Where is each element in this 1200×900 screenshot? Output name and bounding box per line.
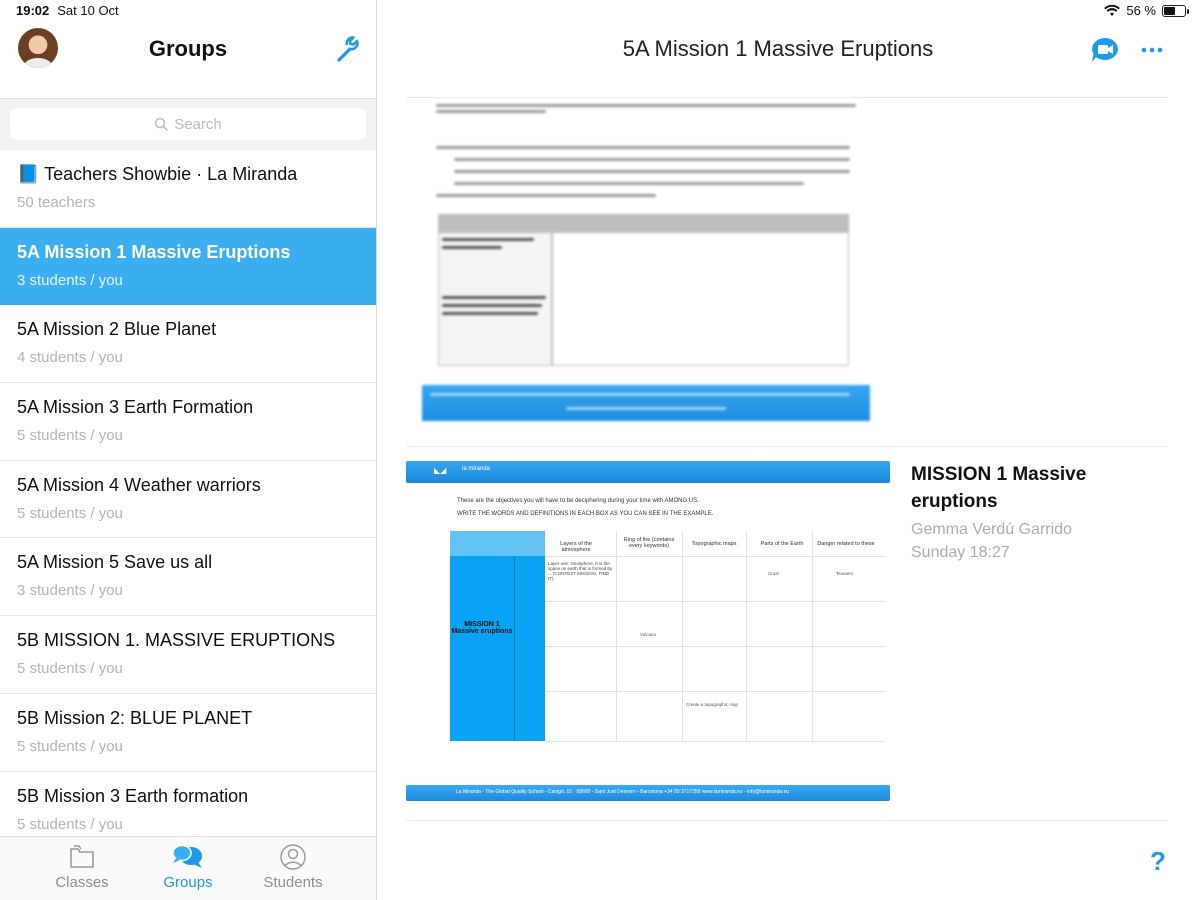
- group-item[interactable]: [0, 383, 376, 461]
- search-placeholder: Search: [174, 115, 222, 133]
- doc2-grid-line: [545, 741, 885, 742]
- doc2-left-column: [450, 556, 545, 741]
- doc2-footer: [406, 785, 890, 801]
- folder-icon: [66, 843, 98, 871]
- group-name: 5A Mission 2 Blue Planet: [17, 319, 217, 340]
- group-name: 5B Mission 2: BLUE PLANET: [17, 707, 253, 728]
- doc1-line: [442, 296, 546, 299]
- doc1-line: [454, 170, 850, 173]
- group-subtitle: 50 teachers: [17, 194, 96, 211]
- main-header: [378, 22, 1200, 76]
- group-subtitle: 4 students / you: [17, 349, 123, 367]
- tab-classes-label: Classes: [55, 874, 109, 891]
- group-item[interactable]: [0, 538, 376, 616]
- doc2-title[interactable]: MISSION 1 Massive eruptions: [911, 464, 1087, 512]
- doc2-col-4: Parts of the Earth: [760, 541, 804, 547]
- doc2-date: Sunday 18:27: [911, 544, 1010, 561]
- group-item[interactable]: [0, 150, 376, 228]
- group-name: 5A Mission 1 Massive Eruptions: [17, 241, 291, 262]
- doc2-left-divider: [514, 556, 515, 741]
- group-list: [0, 150, 376, 836]
- doc2-cell-topo: Create a topographic map: [686, 702, 739, 707]
- doc2-grid-line: [545, 556, 885, 557]
- document-preview-2[interactable]: [406, 461, 890, 803]
- group-item[interactable]: [0, 461, 376, 539]
- doc2-line2: WRITE THE WORDS AND DEFINITIONS IN EACH BOX AS YOU CAN SEE IN THE EXAMPLE.: [457, 511, 714, 517]
- wrench-icon[interactable]: [330, 34, 362, 66]
- doc2-footer-text: La Miranda - The Global Quality School - Canigó, 15 · 08680 - Sant Just Desvern - Barcelona +34 93 3717358 www.lamiranda.eu - info@lamiranda.eu: [456, 789, 790, 795]
- group-item[interactable]: [0, 305, 376, 383]
- doc2-author: Gemma Verdú Garrido: [911, 521, 1072, 538]
- search-bar: [0, 98, 376, 150]
- doc2-cell-crust: Crust: [768, 571, 779, 576]
- doc1-line: [442, 246, 502, 249]
- doc1-line: [566, 407, 726, 410]
- group-subtitle: 5 students / you: [17, 504, 123, 522]
- group-name: 5B Mission 3 Earth formation: [17, 785, 249, 806]
- doc2-grid-line: [682, 531, 683, 741]
- tab-classes[interactable]: [27, 843, 137, 891]
- doc1-table-header: [438, 214, 849, 232]
- doc2-col-2: Ring of fire (contains every keywords): [623, 537, 675, 549]
- doc2-col-3: Topographic maps: [691, 541, 737, 547]
- tab-groups-label: Groups: [163, 874, 213, 891]
- doc2-mission-label: MISSION 1 Massive eruptions: [451, 621, 513, 635]
- group-item[interactable]: [0, 616, 376, 694]
- doc1-table-cell: [552, 232, 849, 366]
- group-name: 5A Mission 5 Save us all: [17, 552, 213, 573]
- sidebar-title: Groups: [148, 36, 228, 61]
- doc1-footer: [422, 385, 870, 421]
- doc1-line: [430, 393, 850, 396]
- doc1-line: [436, 194, 656, 197]
- doc1-line: [442, 238, 534, 241]
- sidebar-header: [0, 22, 376, 98]
- doc2-cell-tsunami: Tsunami: [836, 571, 853, 576]
- search-icon: [154, 117, 168, 131]
- group-subtitle: 3 students / you: [17, 271, 123, 289]
- doc2-info: [911, 461, 1171, 562]
- doc2-cell-volcano: Volcano: [640, 632, 657, 637]
- battery-fill: [1164, 7, 1175, 15]
- doc2-grid-line: [545, 646, 885, 647]
- group-subtitle: 5 students / you: [17, 660, 123, 678]
- tab-bar: [0, 836, 376, 900]
- group-name: 5A Mission 4 Weather warriors: [17, 474, 261, 495]
- group-item[interactable]: [0, 772, 376, 837]
- doc2-left-head: [450, 531, 545, 556]
- doc2-example-cell: Layer one: Geosphere. It is the space on earth that is formed by ... (CONTEXT MISSING, FIND IT): [548, 561, 613, 581]
- video-icon[interactable]: [1090, 37, 1120, 63]
- group-subtitle: 3 students / you: [17, 582, 123, 600]
- doc2-col-5: Danger related to these: [817, 541, 875, 547]
- doc1-table-col: [438, 232, 552, 366]
- doc2-logo: la miranda: [462, 466, 491, 472]
- doc2-grid-line: [545, 691, 885, 692]
- group-item[interactable]: [0, 228, 376, 306]
- group-subtitle: 5 students / you: [17, 815, 123, 833]
- doc2-grid-line: [746, 531, 747, 741]
- person-icon: [277, 843, 309, 871]
- group-subtitle: 5 students / you: [17, 737, 123, 755]
- status-right: [1104, 3, 1186, 18]
- status-date: Sat 10 Oct: [57, 3, 119, 18]
- doc2-header-band: [406, 461, 890, 483]
- chat-bubbles-icon: [171, 843, 205, 871]
- document-preview-1[interactable]: [406, 98, 870, 424]
- search-input[interactable]: [10, 108, 366, 140]
- status-time-value: 19:02: [16, 3, 50, 18]
- doc1-line: [436, 104, 856, 107]
- bottom-divider: [406, 820, 1168, 821]
- tab-groups[interactable]: [133, 843, 243, 891]
- group-name: 5B MISSION 1. MASSIVE ERUPTIONS: [17, 630, 336, 651]
- group-name: 📘 Teachers Showbie · La Miranda: [17, 164, 298, 184]
- doc2-grid-line: [616, 531, 617, 741]
- doc1-line: [454, 158, 850, 161]
- doc2-logo-mark: ◣◢: [434, 466, 447, 475]
- battery-icon: [1162, 5, 1186, 17]
- tab-students-label: Students: [263, 874, 323, 891]
- help-icon[interactable]: ?: [1150, 846, 1166, 876]
- more-icon[interactable]: [1140, 46, 1164, 54]
- tab-students[interactable]: [238, 843, 348, 891]
- battery-percent: 56 %: [1126, 3, 1156, 18]
- sidebar: [0, 0, 377, 900]
- doc1-line: [442, 312, 538, 315]
- doc1-line: [442, 304, 542, 307]
- doc2-grid-line: [812, 531, 813, 741]
- group-name: 5A Mission 3 Earth Formation: [17, 397, 254, 418]
- doc2-line1: These are the objectives you will have to be deciphering during your time with AMONG US.: [457, 498, 699, 504]
- item-divider: [406, 446, 1168, 447]
- doc1-line: [436, 110, 546, 113]
- doc1-line: [454, 182, 804, 185]
- group-subtitle: 5 students / you: [17, 427, 123, 445]
- group-item[interactable]: [0, 694, 376, 772]
- page-title: 5A Mission 1 Massive Eruptions: [622, 36, 934, 61]
- doc1-line: [436, 146, 850, 149]
- wifi-icon: [1104, 5, 1120, 17]
- doc2-grid-line: [545, 601, 885, 602]
- doc2-col-1: Layers of the atmosphere: [560, 541, 592, 553]
